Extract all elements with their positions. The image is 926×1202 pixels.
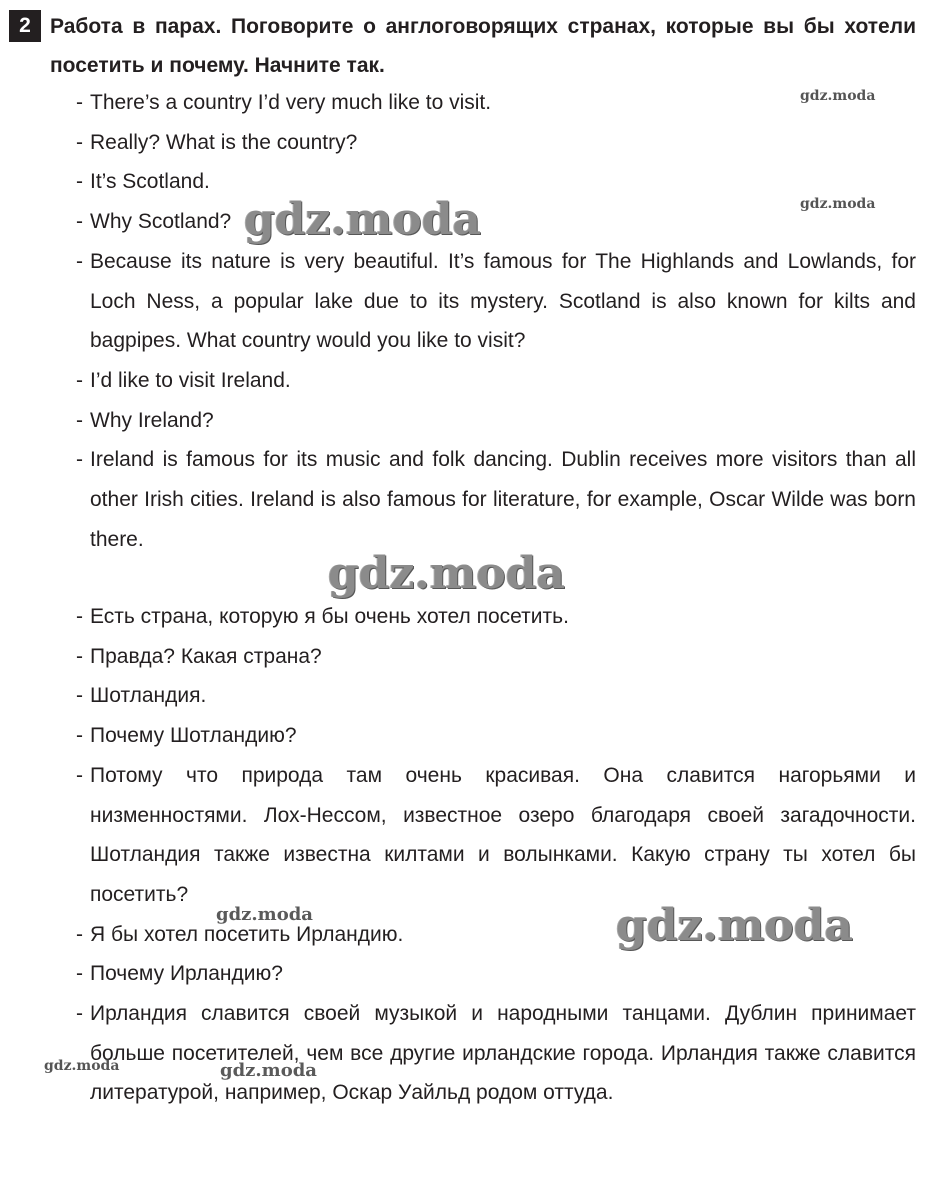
dialogue-line: [76, 915, 916, 955]
dash-marker: -: [76, 724, 83, 748]
dialogue-line: [76, 676, 916, 716]
dash-marker: -: [76, 368, 83, 392]
watermark: gdz.moda: [800, 196, 876, 212]
dialogue-line-text: Потому что природа там очень красивая. Она славится нагорьями и низменностями. Лох-Нессом, известное озеро благодаря своей загадочности. Шотландия также известна килтами и волынками. Какую страну ты хотел бы посетить?: [90, 763, 916, 906]
dialogue-line: [76, 123, 916, 163]
dialogue-line: [76, 716, 916, 756]
dialogue-line: [76, 162, 916, 202]
dialogue-line: [76, 994, 916, 1113]
dialogue-line-text: Шотландия.: [90, 684, 207, 708]
watermark: gdz.moda: [616, 900, 854, 951]
dialogue-line: [76, 637, 916, 677]
dialogue-line: [76, 597, 916, 637]
dash-marker: -: [76, 408, 83, 432]
dialogue-line-text: Я бы хотел посетить Ирландию.: [90, 922, 404, 946]
dialogue-line-text: Ireland is famous for its music and folk dancing. Dublin receives more visitors than all other Irish cities. Ireland is also famous for literature, for example, Oscar Wilde was born there.: [90, 448, 916, 551]
dialogue-line-text: It’s Scotland.: [90, 170, 210, 194]
dash-marker: -: [76, 922, 83, 946]
dash-marker: -: [76, 1002, 83, 1026]
task-heading: Работа в парах. Поговорите о англоговорящих странах, которые вы бы хотели посетить и почему. Начните так.: [50, 15, 916, 77]
dash-marker: -: [76, 249, 83, 273]
watermark: gdz.moda: [328, 548, 566, 599]
dialogue-english: [76, 83, 916, 559]
dialogue-line: [76, 440, 916, 559]
dialogue-line-text: I’d like to visit Ireland.: [90, 368, 291, 392]
dialogue-line: [76, 954, 916, 994]
dash-marker: -: [76, 91, 83, 114]
dialogue-line-text: Why Scotland?: [90, 210, 232, 234]
dialogue-line-text: Ирландия славится своей музыкой и народными танцами. Дублин принимает больше посетителей, чем все другие ирландские города. Ирландия также славится литературой, например, Оскар Уайльд родом оттуда.: [90, 1002, 916, 1105]
task-number-badge: 2: [9, 10, 41, 42]
dialogue-line: [76, 361, 916, 401]
watermark: gdz.moda: [800, 88, 876, 104]
dash-marker: -: [76, 130, 83, 154]
dialogue-line-text: There’s a country I’d very much like to visit.: [90, 91, 492, 114]
watermark: gdz.moda: [216, 904, 313, 925]
dash-marker: -: [76, 763, 83, 787]
dialogue-line-text: Почему Шотландию?: [90, 724, 297, 748]
dialogue-line-text: Почему Ирландию?: [90, 962, 283, 986]
watermark: gdz.moda: [44, 1058, 120, 1074]
dialogue-line: [76, 756, 916, 915]
dash-marker: -: [76, 644, 83, 668]
dash-marker: -: [76, 605, 83, 628]
dialogue-line: [76, 202, 916, 242]
dialogue-line: [76, 83, 916, 123]
dash-marker: -: [76, 448, 83, 472]
watermark: gdz.moda: [244, 194, 482, 245]
dialogue-line: [76, 242, 916, 361]
dialogue-line-text: Because its nature is very beautiful. It’s famous for The Highlands and Lowlands, for Loch Ness, a popular lake due to its mystery. Scotland is also known for kilts and bagpipes. What country would you like to visit?: [90, 249, 916, 353]
dialogue-line-text: Есть страна, которую я бы очень хотел посетить.: [90, 605, 569, 628]
dialogue-line-text: Why Ireland?: [90, 408, 214, 432]
dash-marker: -: [76, 684, 83, 708]
dialogue-line-text: Really? What is the country?: [90, 130, 358, 154]
dialogue-russian: [76, 597, 916, 1113]
dialogue-line-text: Правда? Какая страна?: [90, 644, 322, 668]
dash-marker: -: [76, 210, 83, 234]
dash-marker: -: [76, 962, 83, 986]
watermark: gdz.moda: [220, 1060, 317, 1081]
dialogue-line: [76, 401, 916, 441]
dash-marker: -: [76, 170, 83, 194]
